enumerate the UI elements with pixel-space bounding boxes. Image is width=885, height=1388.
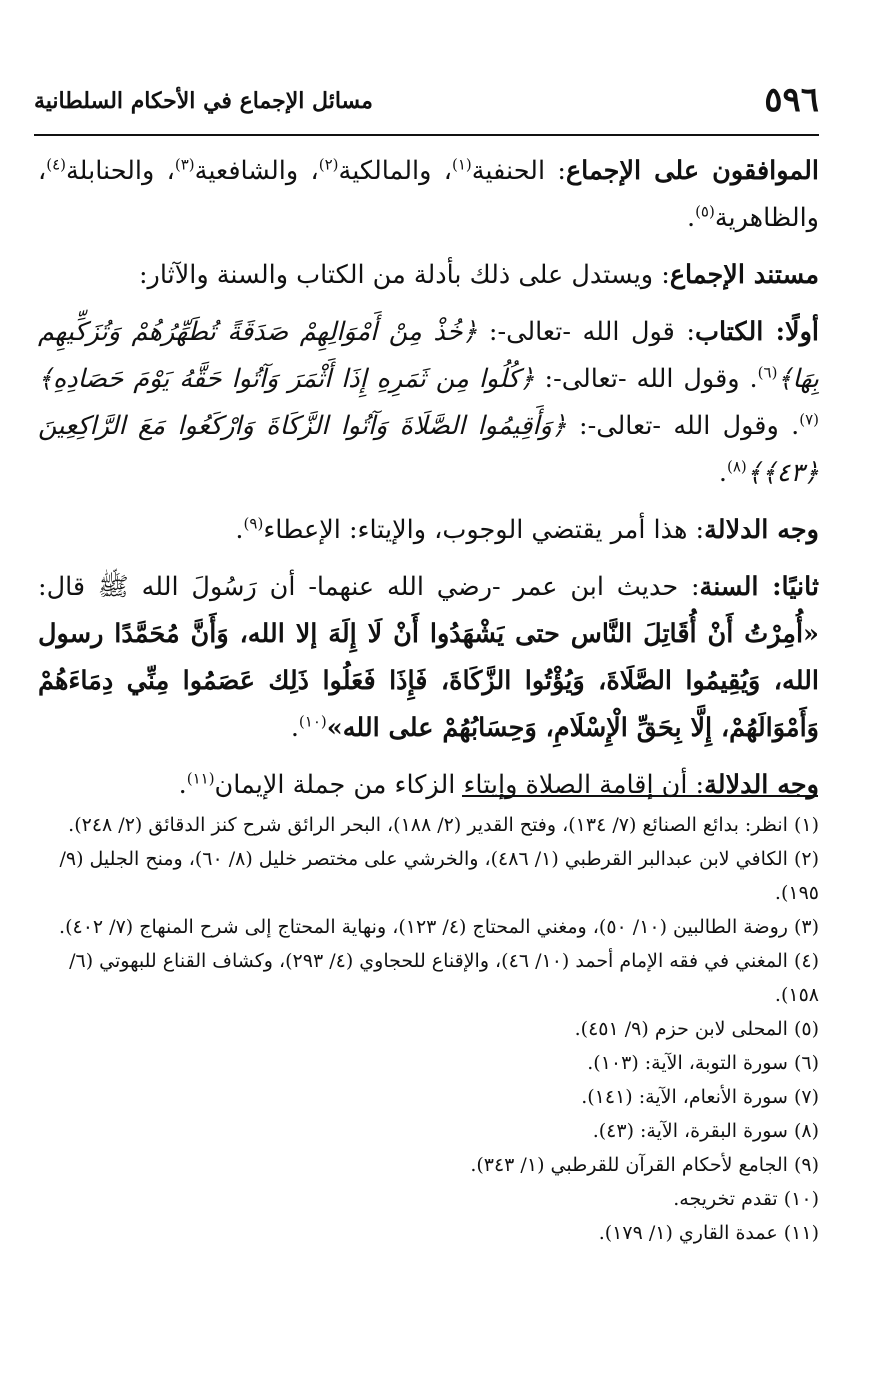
paragraph-indication-2 xyxy=(38,762,819,809)
paragraph-quran xyxy=(38,309,819,497)
footnote-ref-5: (٥) xyxy=(695,202,715,221)
footnote-text: الكافي لابن عبدالبر القرطبي (١/ ٤٨٦)، والخرشي على مختصر خليل (٨/ ٦٠)، ومنح الجليل (٩/ ١٩٥). xyxy=(59,848,819,904)
hadith-text: «أُمِرْتُ أَنْ أُقَاتِلَ النَّاس حتى يَشْهَدُوا أَنْ لَا إِلَهَ إلا الله، وَأَنَّ مُحَمَّدًا رسول الله، وَيُقِيمُوا الصَّلَاةَ، وَيُؤْتُوا الزَّكَاةَ، فَإِذَا فَعَلُوا ذَلِك عَصَمُوا مِنِّي دِمَاءَهُمْ وَأَمْوَالَهُمْ، إِلَّا بِحَقِّ الْإِسْلَامِ، وَحِسَابُهُمْ على الله» xyxy=(38,619,819,743)
footnote-number: (٦) xyxy=(793,1052,819,1074)
footnote-text: سورة البقرة، الآية: (٤٣). xyxy=(592,1120,788,1142)
footnote-item xyxy=(40,910,819,944)
text: ، والشافعية xyxy=(194,156,319,186)
footnote-number: (٧) xyxy=(793,1086,819,1108)
text: . xyxy=(235,515,244,545)
footnote-number: (٩) xyxy=(793,1154,819,1176)
footnote-ref-8: (٨) xyxy=(726,457,747,476)
footnote-ref-1: (١) xyxy=(451,155,472,174)
page-header xyxy=(34,74,819,136)
footnote-text: الجامع لأحكام القرآن للقرطبي (١/ ٣٤٣). xyxy=(470,1154,788,1176)
page-number: ٥٩٦ xyxy=(764,80,819,120)
footnote-ref-11: (١١) xyxy=(186,769,215,788)
label-indication: وجه الدلالة xyxy=(704,515,819,545)
footnotes xyxy=(40,808,819,1250)
quran-verse: ﴿خُذْ مِنْ أَمْوَالِهِمْ صَدَقَةً تُطَهِّرُهُمْ وَتُزَكِّيهِم بِهَا﴾ xyxy=(38,317,820,394)
label-quran: أولًا: الكتاب xyxy=(694,317,820,347)
footnote-ref-7: (٧) xyxy=(799,410,819,429)
text: : هذا أمر يقتضي الوجوب، والإيتاء: الإعطاء xyxy=(263,515,705,545)
footnote-ref-3: (٣) xyxy=(174,155,195,174)
footnote-number: (٣) xyxy=(793,916,819,938)
footnote-item xyxy=(40,842,819,910)
paragraph-sunnah xyxy=(38,564,819,752)
footnote-ref-2: (٢) xyxy=(318,155,339,174)
footnote-item xyxy=(40,1114,819,1148)
footnote-number: (٢) xyxy=(793,848,819,870)
footnote-divider xyxy=(462,795,818,797)
quran-verse: ﴿كُلُوا مِن ثَمَرِهِ إِذَا أَثْمَرَ وَآتُوا حَقَّهُ يَوْمَ حَصَادِهِ﴾ xyxy=(38,364,535,394)
footnote-number: (٨) xyxy=(793,1120,819,1142)
running-title: مسائل الإجماع في الأحكام السلطانية xyxy=(34,88,373,114)
footnote-text: المحلى لابن حزم (٩/ ٤٥١). xyxy=(574,1018,788,1040)
footnote-number: (١) xyxy=(793,814,819,836)
footnote-item xyxy=(40,1216,819,1250)
footnote-ref-6: (٦) xyxy=(757,363,778,382)
text: . وقول الله -تعالى-: xyxy=(566,411,800,441)
label-sunnah: ثانيًا: السنة xyxy=(699,572,819,602)
text: . xyxy=(718,458,727,488)
label-agreeing: الموافقون على الإجماع xyxy=(565,156,819,186)
paragraph-indication-1 xyxy=(38,507,819,554)
footnote-ref-4: (٤) xyxy=(46,155,67,174)
footnote-number: (١٠) xyxy=(783,1188,819,1210)
footnote-item xyxy=(40,944,819,1012)
paragraph-agreeing-scholars xyxy=(38,148,819,242)
text: : ويستدل على ذلك بأدلة من الكتاب والسنة والآثار: xyxy=(138,260,670,290)
footnote-number: (٥) xyxy=(793,1018,819,1040)
text: . xyxy=(178,770,187,800)
text: ، والمالكية xyxy=(338,156,452,186)
footnote-item xyxy=(40,1046,819,1080)
footnote-text: تقدم تخريجه. xyxy=(673,1188,778,1210)
footnote-item xyxy=(40,808,819,842)
text: : الحنفية xyxy=(471,156,566,186)
text: . وقول الله -تعالى-: xyxy=(534,364,758,394)
text: : حديث ابن عمر -رضي الله عنهما- أن رَسُولَ الله ﷺ قال: xyxy=(38,572,700,602)
footnote-item xyxy=(40,1148,819,1182)
footnote-number: (١١) xyxy=(783,1222,819,1244)
text: . xyxy=(290,713,299,743)
text: : قول الله -تعالى-: xyxy=(477,317,695,347)
text: ، والحنابلة xyxy=(66,156,175,186)
label-indication: وجه الدلالة xyxy=(704,770,819,800)
footnote-text: سورة الأنعام، الآية: (١٤١). xyxy=(581,1086,788,1108)
footnote-text: المغني في فقه الإمام أحمد (١٠/ ٤٦)، والإقناع للحجاوي (٤/ ٢٩٣)، وكشاف القناع للبهوتي (٦/ ١٥٨). xyxy=(69,950,819,1006)
main-text xyxy=(38,148,819,819)
text: . xyxy=(686,203,696,233)
footnote-item xyxy=(40,1012,819,1046)
footnote-number: (٤) xyxy=(793,950,819,972)
label-basis: مستند الإجماع xyxy=(669,260,819,290)
text: ، والظاهرية xyxy=(38,156,819,233)
paragraph-basis xyxy=(38,252,819,299)
footnote-ref-9: (٩) xyxy=(243,514,264,533)
quran-verse: ﴿وَأَقِيمُوا الصَّلَاةَ وَآتُوا الزَّكَاةَ وَارْكَعُوا مَعَ الرَّاكِعِينَ ﴿٤٣﴾﴾ xyxy=(38,411,819,488)
footnote-ref-10: (١٠) xyxy=(298,712,327,731)
footnote-text: انظر: بدائع الصنائع (٧/ ١٣٤)، وفتح القدير (٢/ ١٨٨)، البحر الرائق شرح كنز الدقائق (٢/ ٢٤٨). xyxy=(68,814,788,836)
footnote-text: سورة التوبة، الآية: (١٠٣). xyxy=(587,1052,788,1074)
footnote-text: روضة الطالبين (١٠/ ٥٠)، ومغني المحتاج (٤/ ١٢٣)، ونهاية المحتاج إلى شرح المنهاج (٧/ ٤٠٢). xyxy=(59,916,788,938)
footnote-item xyxy=(40,1080,819,1114)
text: : أن إقامة الصلاة وإيتاء الزكاء من جملة الإيمان xyxy=(214,770,705,800)
footnote-item xyxy=(40,1182,819,1216)
footnote-text: عمدة القاري (١/ ١٧٩). xyxy=(598,1222,778,1244)
